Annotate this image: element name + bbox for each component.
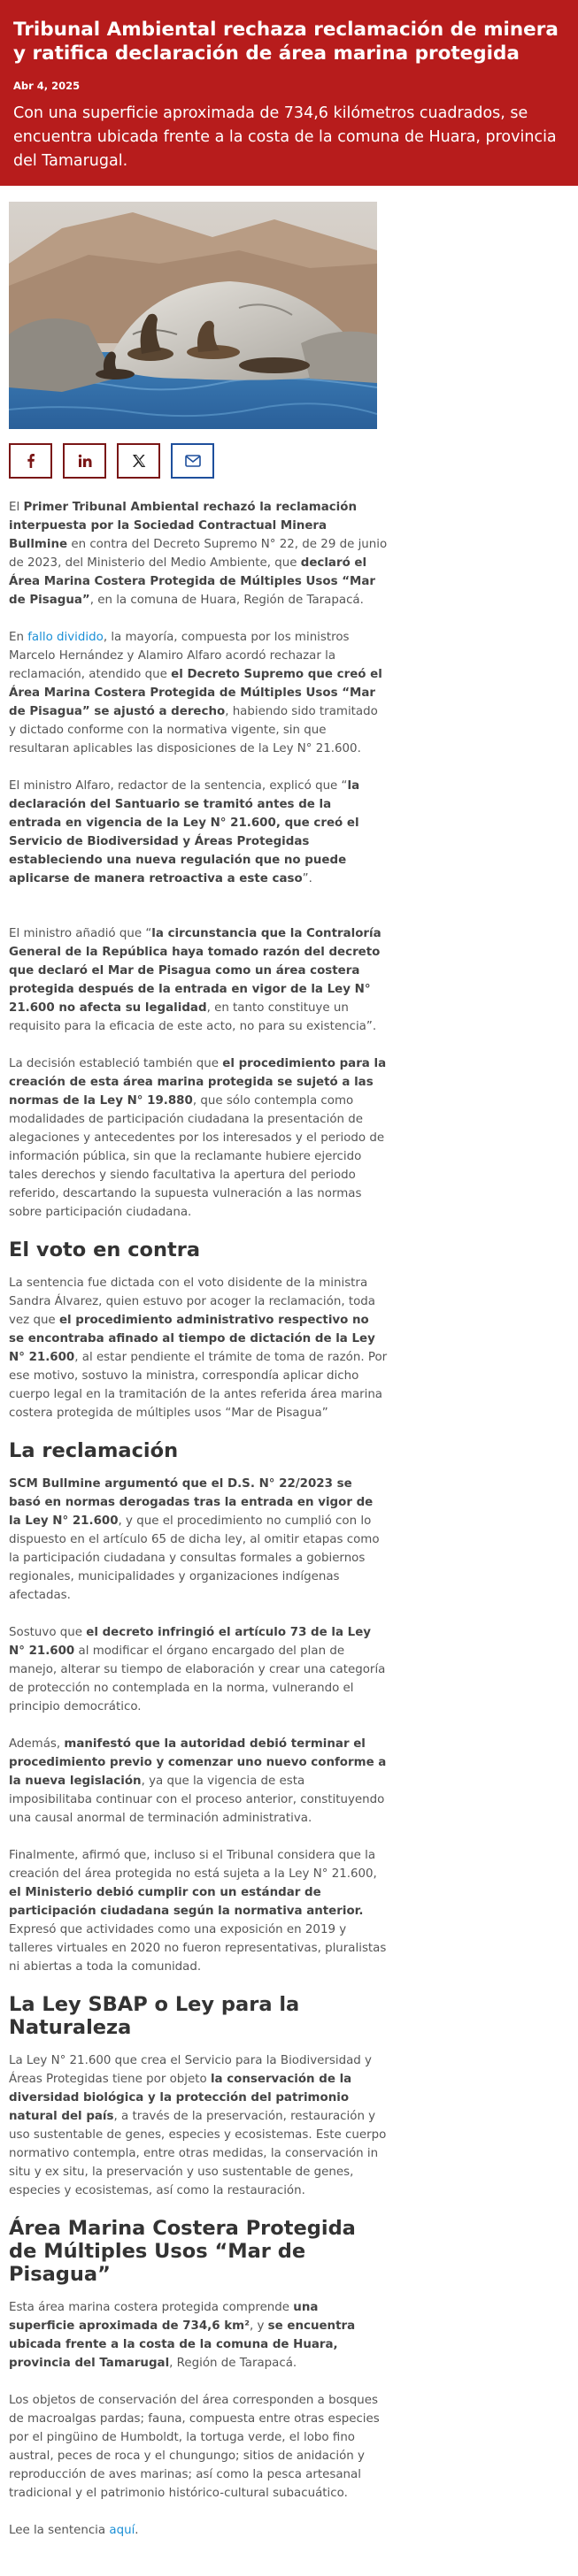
- p9-text-c: , ya que la vigencia de esta imposibilitaba continuar con el proceso anterior, constituyendo una causal anormal de terminación administrativa.: [9, 1775, 385, 1825]
- p4-bold-1: la circunstancia que la Contraloría General de la República haya tomado razón del decreto que declaró el Mar de Pisagua como un área costera protegida después de la entrada en vigor de la Ley N° 21.600 no afecta su legalidad: [9, 927, 381, 1015]
- p12-bold-2: se encuentra ubicada frente a la costa de la comuna de Huara, provincia del Tamarugal: [9, 2319, 356, 2370]
- x-icon: [132, 454, 146, 468]
- p10-bold-1: el Ministerio debió cumplir con un estándar de participación ciudadana según la normativa anterior.: [9, 1886, 364, 1918]
- p4-text-a: El ministro añadió que “: [9, 927, 152, 940]
- p6-bold-1: el procedimiento administrativo respectivo no se encontraba afinado al tiempo de dictación de la Ley N° 21.600: [9, 1314, 375, 1364]
- p11-text-c: , a través de la preservación, restauración y uso sustentable de genes, especies y ecosistemas. Este cuerpo normativo contempla, entre otras medidas, la conservación in situ y ex situ, la preservación y uso sustentable de genes, especies y ecosistemas, así como la restauración.: [9, 2110, 387, 2197]
- paragraph-6: [9, 1274, 388, 1422]
- heading-ley-sbap: La Ley SBAP o Ley para la Naturaleza: [9, 1993, 300, 2039]
- p8-bold-1: el decreto infringió el artículo 73 de la Ley N° 21.600: [9, 1626, 372, 1658]
- paragraph-7: [9, 1475, 388, 1605]
- p10-text-a: Finalmente, afirmó que, incluso si el Tribunal considera que la creación del área protegida no está sujeta a la Ley N° 21.600,: [9, 1849, 377, 1881]
- mail-icon: [185, 455, 201, 467]
- paragraph-8: [9, 1623, 388, 1716]
- share-bar: [9, 443, 388, 479]
- heading-voto-en-contra: El voto en contra: [9, 1238, 201, 1261]
- article-date: Abr 4, 2025: [13, 80, 81, 92]
- paragraph-11: [9, 2051, 388, 2200]
- share-facebook-button[interactable]: [9, 443, 52, 479]
- sentencia-link[interactable]: aquí: [109, 2524, 135, 2537]
- p9-text-a: Además,: [9, 1737, 65, 1751]
- p5-bold-1: el procedimiento para la creación de esta área marina protegida se sujetó a las normas de la Ley N° 19.880: [9, 1057, 387, 1108]
- paragraph-1: [9, 498, 388, 610]
- paragraph-4: [9, 924, 388, 1036]
- p3-bold-1: la declaración del Santuario se tramitó antes de la entrada en vigencia de la Ley N° 21.600, que creó el Servicio de Biodiversidad y Áreas Protegidas estableciendo una nueva regulación que no puede aplicarse de manera retroactiva a este caso: [9, 779, 360, 886]
- p12-text-a: Esta área marina costera protegida comprende: [9, 2301, 294, 2314]
- share-linkedin-button[interactable]: [63, 443, 106, 479]
- p4-text-c: , en tanto constituye un requisito para la eficacia de este acto, no para su existencia”.: [9, 1001, 377, 1033]
- paragraph-3: [9, 777, 388, 888]
- p2-text-c: , habiendo sido tramitado y dictado conforme con la normativa vigente, sin que resultaran aplicables las disposiciones de la Ley N° 21.600.: [9, 705, 378, 755]
- p2-bold-1: el Decreto Supremo que creó el Área Marina Costera Protegida de Múltiples Usos “Mar de Pisagua” se ajustó a derecho: [9, 668, 382, 718]
- heading-reclamacion: La reclamación: [9, 1439, 179, 1462]
- p2-text-a: En: [9, 631, 28, 644]
- article-content: [9, 186, 388, 2576]
- p11-bold-1: la conservación de la diversidad biológica y la protección del patrimonio natural del país: [9, 2073, 352, 2123]
- paragraph-5: [9, 1054, 388, 1222]
- article-title: Tribunal Ambiental rechaza reclamación de minera y ratifica declaración de área marina protegida: [13, 19, 559, 65]
- paragraph-10: [9, 1846, 388, 1976]
- spacer: [9, 907, 388, 924]
- p8-text-a: Sostuvo que: [9, 1626, 87, 1639]
- share-mail-button[interactable]: [171, 443, 214, 479]
- article-body: [9, 498, 388, 2540]
- linkedin-icon: [78, 454, 92, 468]
- p12-text-c: , y: [249, 2319, 268, 2333]
- p3-text-a: El ministro Alfaro, redactor de la sentencia, explicó que “: [9, 779, 348, 793]
- sea-lions-image: [9, 202, 377, 429]
- p9-bold-1: manifestó que la autoridad debió terminar el procedimiento previo y comenzar uno nuevo conforme a la nueva legislación: [9, 1737, 387, 1788]
- p6-text-c: , al estar pendiente el trámite de toma de razón. Por ese motivo, sostuvo la ministra, correspondía aplicar dicho cuerpo legal en la tramitación de la antes referida área marina costera protegida de múltiples usos “Mar de Pisagua”: [9, 1351, 388, 1420]
- p1-text-a: El: [9, 501, 24, 514]
- article-lead: Con una superficie aproximada de 734,6 kilómetros cuadrados, se encuentra ubicada frente a la costa de la comuna de Huara, provincia del Tamarugal.: [13, 104, 557, 170]
- p12-bold-1: una superficie aproximada de 734,6 km²: [9, 2301, 319, 2333]
- p7-bold-1: SCM Bullmine argumentó que el D.S. N° 22/2023 se basó en normas derogadas tras la entrada en vigor de la Ley N° 21.600: [9, 1477, 374, 1528]
- p5-text-a: La decisión estableció también que: [9, 1057, 223, 1070]
- p14-text-b: .: [135, 2524, 139, 2537]
- paragraph-9: [9, 1735, 388, 1828]
- p14-text-a: Lee la sentencia: [9, 2524, 110, 2537]
- p2-text-b: , la mayoría, compuesta por los ministros Marcelo Hernández y Alamiro Alfaro acordó rechazar la reclamación, atendido que: [9, 631, 350, 681]
- share-x-button[interactable]: [117, 443, 160, 479]
- paragraph-13: Los objetos de conservación del área corresponden a bosques de macroalgas pardas; fauna, compuesta entre otras especies por el pingüino de Humboldt, la tortuga verde, el lobo fino austral, peces de roca y el chungungo; sitios de anidación y reproducción de aves marinas; así como la pesca artesanal tradicional y el patrimonio histórico-cultural subacuático.: [9, 2394, 380, 2500]
- paragraph-14: [9, 2521, 388, 2540]
- facebook-icon: [24, 454, 38, 468]
- sea-lions-photo: [9, 202, 377, 429]
- p7-text-c: , y que el procedimiento no cumplió con lo dispuesto en el artículo 65 de dicha ley, al omitir etapas como la participación ciudadana y consultas formales a gobiernos regionales, municipalidades y organizaciones indígenas afectadas.: [9, 1514, 380, 1602]
- p1-bold-1: Primer Tribunal Ambiental rechazó la reclamación interpuesta por la Sociedad Contractual Minera Bullmine: [9, 501, 357, 551]
- p10-text-c: Expresó que actividades como una exposición en 2019 y talleres virtuales en 2020 no fueron representativas, pluralistas ni abiertas a toda la comunidad.: [9, 1923, 387, 1974]
- p6-text-a: La sentencia fue dictada con el voto disidente de la ministra Sandra Álvarez, quien estuvo por acoger la reclamación, toda vez que: [9, 1276, 375, 1327]
- p3-text-c: ”.: [302, 872, 312, 886]
- heading-area-marina: Área Marina Costera Protegida de Múltiples Usos “Mar de Pisagua”: [9, 2217, 356, 2286]
- p11-text-a: La Ley N° 21.600 que crea el Servicio para la Biodiversidad y Áreas Protegidas tiene por objeto: [9, 2054, 372, 2086]
- paragraph-2: [9, 628, 388, 758]
- p8-text-c: al modificar el órgano encargado del plan de manejo, alterar su tiempo de elaboración y crear una categoría de protección no contemplada en la norma, vulnerando el principio democrático.: [9, 1644, 386, 1714]
- p1-bold-2: declaró el Área Marina Costera Protegida de Múltiples Usos “Mar de Pisagua”: [9, 556, 375, 607]
- p1-text-d: , en la comuna de Huara, Región de Tarapacá.: [89, 594, 364, 607]
- p12-text-d: , Región de Tarapacá.: [169, 2357, 297, 2370]
- p1-text-c: en contra del Decreto Supremo N° 22, de 29 de junio de 2023, del Ministerio del Medio Ambiente, que: [9, 538, 388, 570]
- fallo-dividido-link[interactable]: fallo dividido: [27, 631, 104, 644]
- p5-text-c: , que sólo contempla como modalidades de participación ciudadana la presentación de alegaciones y antecedentes por los interesados y el periodo de información pública, sin que la reclamante hubiere ejercido tales derechos y siendo facultativa la apertura del periodo referido, descartando la supuesta vulneración a las normas sobre participación ciudadana.: [9, 1094, 385, 1219]
- article-header: [0, 0, 578, 186]
- paragraph-12: [9, 2298, 388, 2373]
